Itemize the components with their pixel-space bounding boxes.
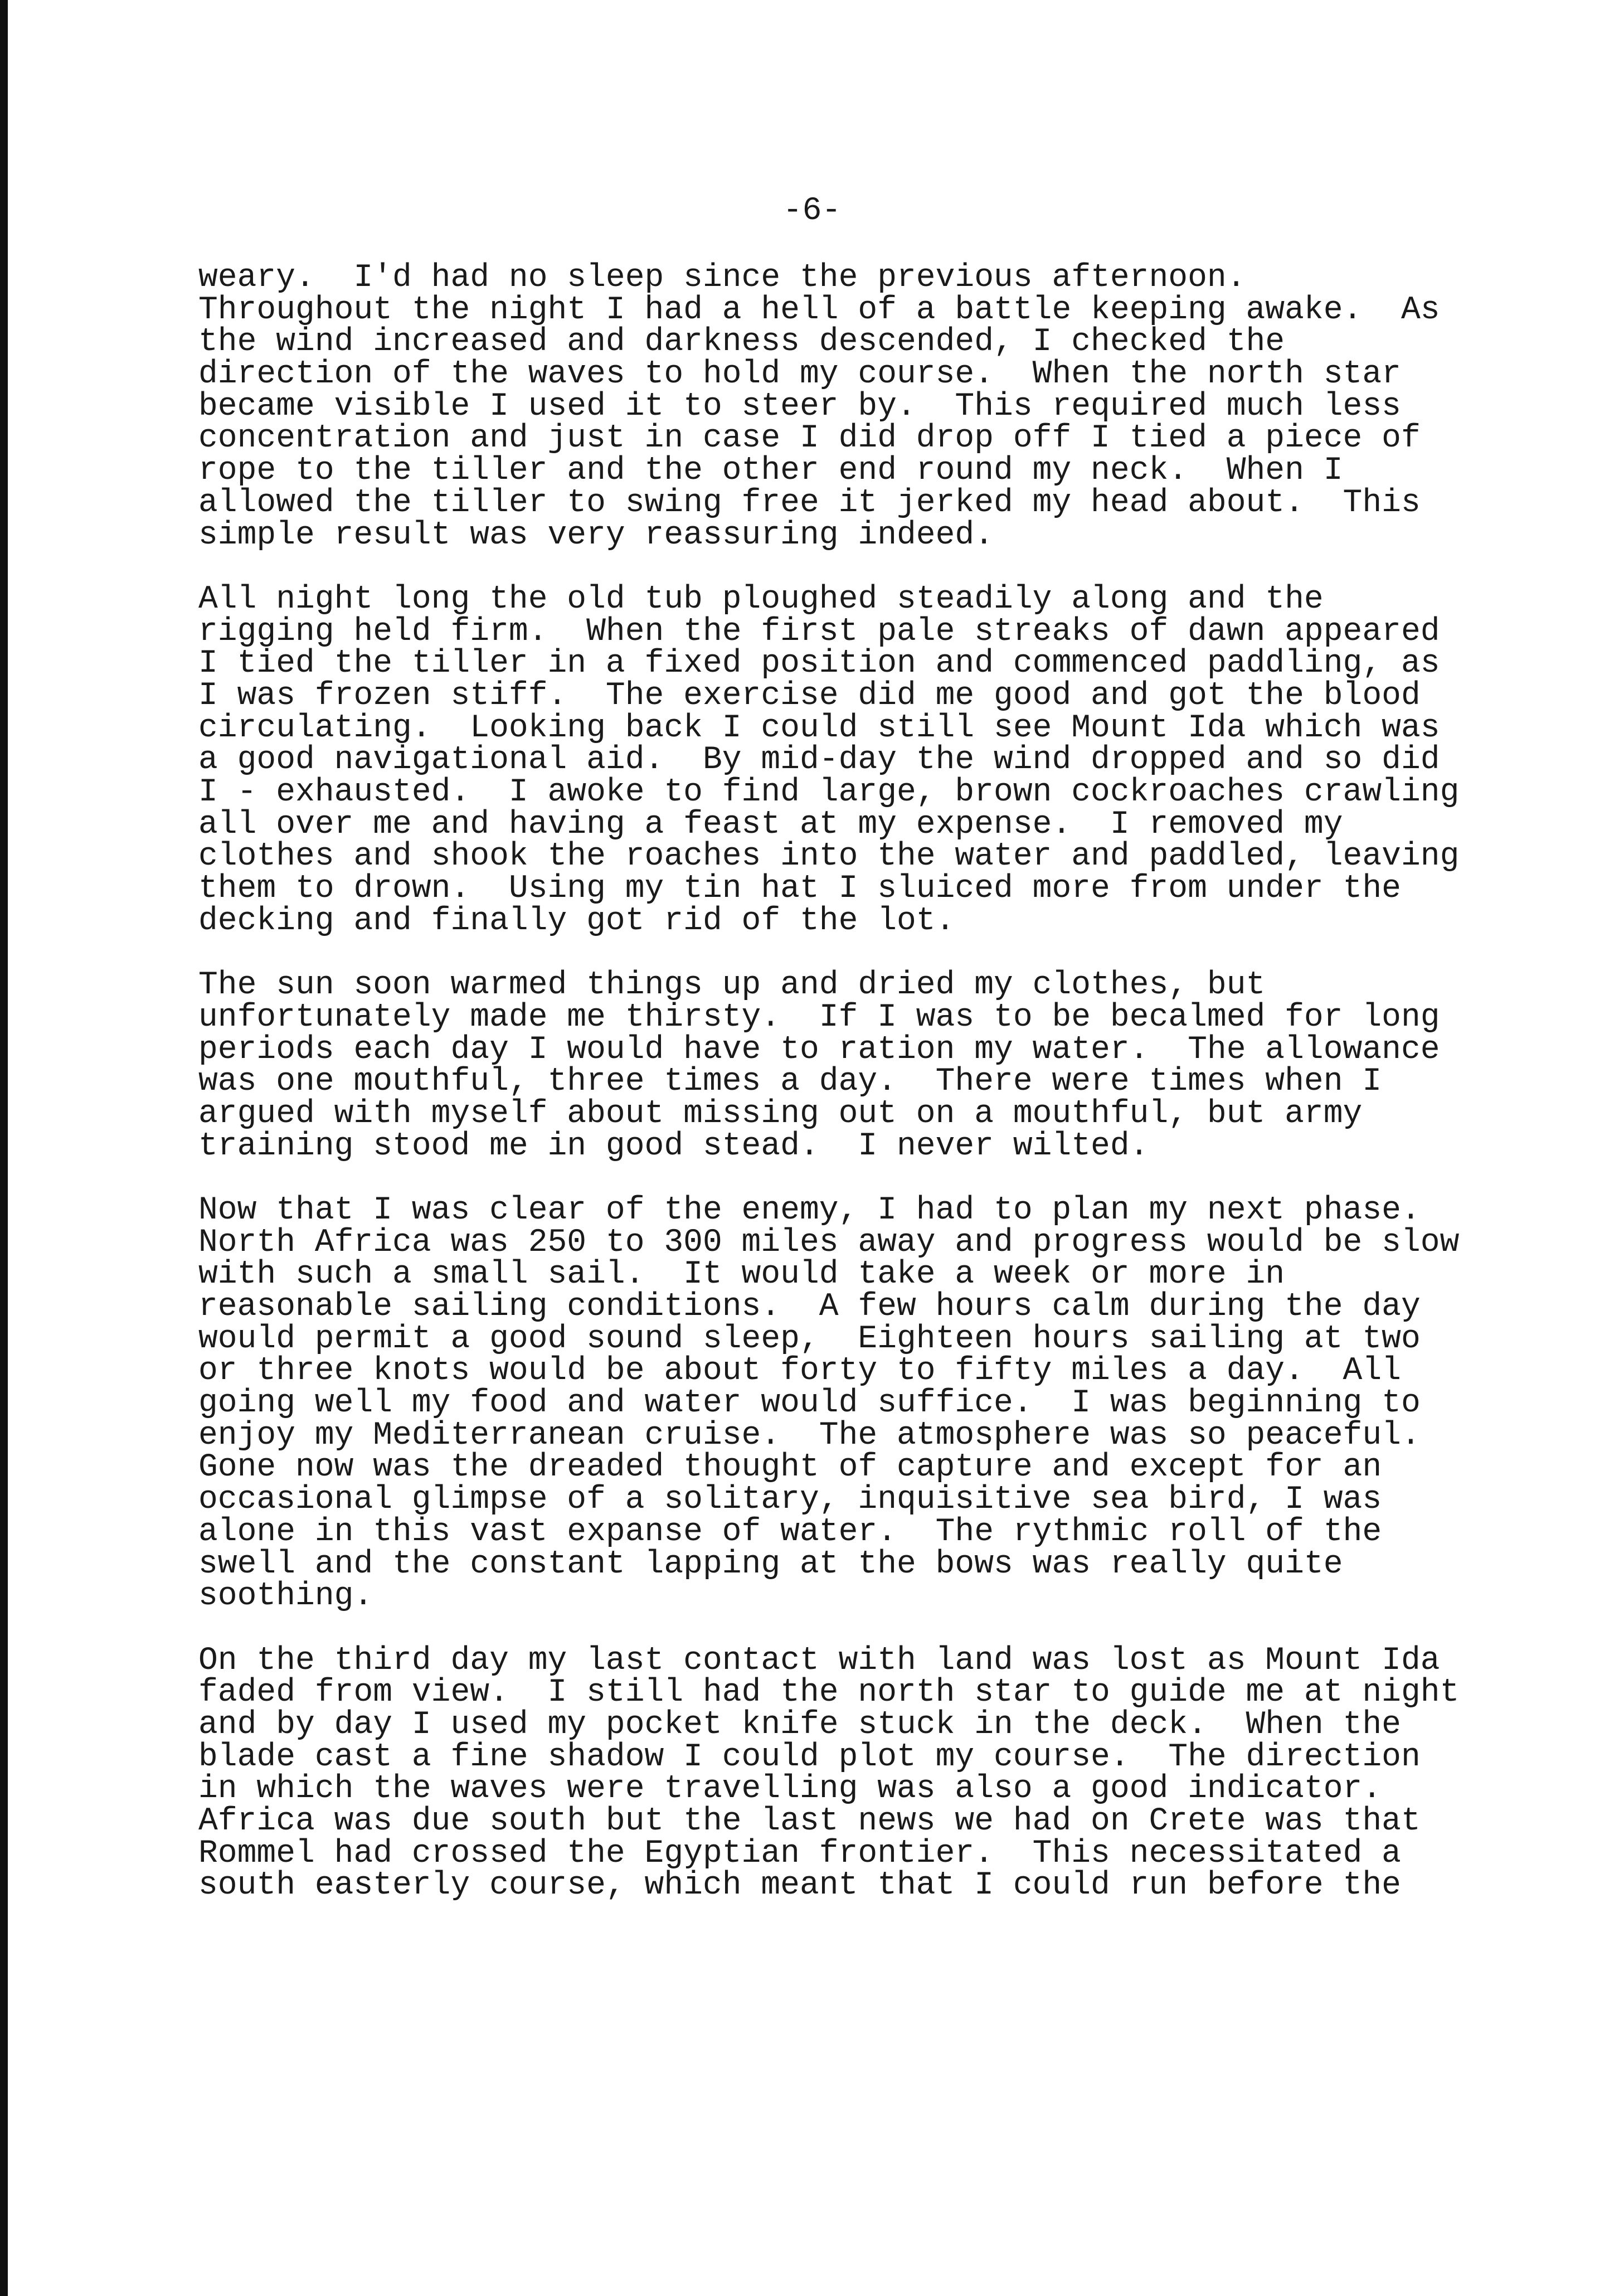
text-line: The sun soon warmed things up and dried my clothes, but [198,967,1266,1004]
text-line: rigging held firm. When the first pale streaks of dawn appeared [198,613,1440,650]
text-line: North Africa was 250 to 300 miles away and progress would be slow [198,1224,1460,1261]
text-line: I - exhausted. I awoke to find large, brown cockroaches crawling [198,774,1460,810]
text-line: occasional glimpse of a solitary, inquisitive sea bird, I was [198,1482,1382,1518]
text-line: Gone now was the dreaded thought of capture and except for an [198,1449,1382,1486]
text-line: soothing. [198,1578,373,1615]
text-line: I tied the tiller in a fixed position and commenced paddling, as [198,645,1440,682]
body-text [198,262,1547,1934]
text-line: swell and the constant lapping at the bows was really quite [198,1546,1343,1583]
paragraph [198,1192,1547,1615]
text-line: faded from view. I still had the north star to guide me at night [198,1674,1460,1711]
text-line: All night long the old tub ploughed steadily along and the [198,581,1324,618]
text-line: would permit a good sound sleep, Eighteen hours sailing at two [198,1321,1421,1357]
text-line: alone in this vast expanse of water. The rythmic roll of the [198,1513,1382,1550]
text-line: Rommel had crossed the Egyptian frontier. This necessitated a [198,1835,1401,1872]
text-line: all over me and having a feast at my expense. I removed my [198,806,1343,843]
text-line: them to drown. Using my tin hat I sluiced more from under the [198,871,1401,907]
text-line: circulating. Looking back I could still see Mount Ida which was [198,710,1440,746]
text-line: was one mouthful, three times a day. There were times when I [198,1064,1382,1100]
text-line: reasonable sailing conditions. A few hours calm during the day [198,1289,1421,1325]
text-line: Now that I was clear of the enemy, I had to plan my next phase. [198,1192,1421,1229]
text-line: Throughout the night I had a hell of a battle keeping awake. As [198,292,1440,328]
text-line: blade cast a fine shadow I could plot my course. The direction [198,1739,1421,1775]
text-line: rope to the tiller and the other end round my neck. When I [198,453,1343,489]
text-line: I was frozen stiff. The exercise did me good and got the blood [198,677,1421,714]
text-line: periods each day I would have to ration my water. The allowance [198,1031,1440,1068]
scan-edge [0,0,8,2296]
text-line: concentration and just in case I did drop off I tied a piece of [198,420,1421,457]
text-line: training stood me in good stead. I never wilted. [198,1128,1149,1164]
text-line: unfortunately made me thirsty. If I was to be becalmed for long [198,999,1440,1036]
text-line: in which the waves were travelling was also a good indicator. [198,1771,1382,1808]
text-line: allowed the tiller to swing free it jerked my head about. This [198,484,1421,521]
page-number: -6- [782,193,842,229]
text-line: south easterly course, which meant that I could run before the [198,1867,1401,1904]
paragraph [198,1642,1547,1904]
text-line: going well my food and water would suffice. I was beginning to [198,1385,1421,1422]
text-line: decking and finally got rid of the lot. [198,902,955,939]
text-line: simple result was very reassuring indeed. [198,517,994,554]
text-line: clothes and shook the roaches into the water and paddled, leaving [198,838,1460,875]
text-line: direction of the waves to hold my course. When the north star [198,356,1401,393]
text-line: On the third day my last contact with land was lost as Mount Ida [198,1642,1440,1679]
text-line: with such a small sail. It would take a week or more in [198,1256,1285,1293]
text-line: a good navigational aid. By mid-day the wind dropped and so did [198,742,1440,779]
text-line: became visible I used it to steer by. This required much less [198,388,1401,425]
text-line: Africa was due south but the last news we had on Crete was that [198,1803,1421,1839]
text-line: the wind increased and darkness descended, I checked the [198,324,1285,361]
text-line: and by day I used my pocket knife stuck in the deck. When the [198,1706,1401,1743]
paragraph [198,581,1547,939]
text-line: or three knots would be about forty to fifty miles a day. All [198,1353,1401,1390]
paragraph [198,260,1547,554]
text-line: enjoy my Mediterranean cruise. The atmosphere was so peaceful. [198,1417,1421,1454]
text-line: weary. I'd had no sleep since the previous afternoon. [198,260,1246,296]
text-line: argued with myself about missing out on a mouthful, but army [198,1095,1363,1132]
paragraph [198,969,1547,1162]
